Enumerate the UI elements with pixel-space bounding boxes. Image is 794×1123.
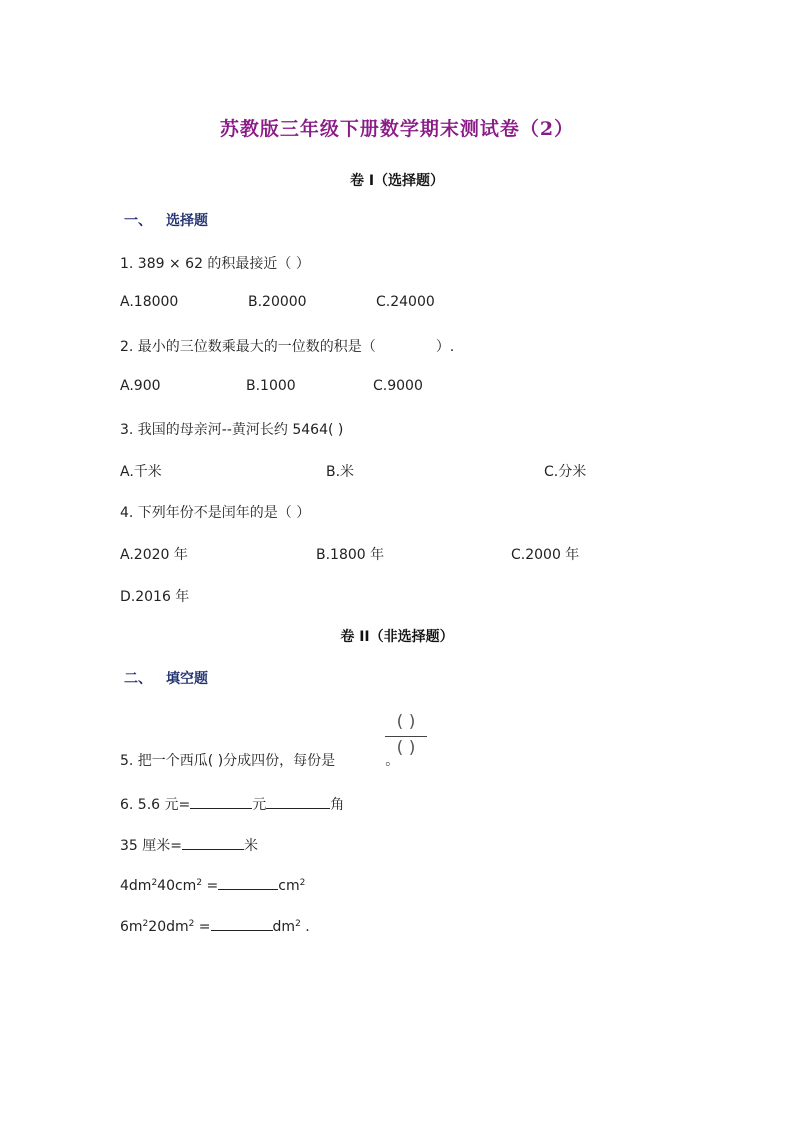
q6-line3-sup1: 2	[151, 878, 158, 888]
question-4-text: 4. 下列年份不是闰年的是（ ）	[120, 505, 311, 521]
question-4-option-c[interactable]: C.2000 年	[511, 547, 580, 563]
q6-line3-cm: 40cm	[157, 878, 197, 894]
question-2-option-b[interactable]: B.1000	[246, 378, 296, 394]
question-5-text	[120, 750, 399, 770]
question-6-line-4	[120, 918, 310, 935]
question-6-line-2	[120, 835, 258, 855]
q6-line4-sup2: 2	[188, 919, 195, 929]
q6-line4-sup1: 2	[142, 919, 149, 929]
q6-line2-prefix: 35 厘米=	[120, 838, 182, 854]
q6-dm2-blank[interactable]	[211, 918, 273, 931]
q6-line3-sup3: 2	[299, 878, 306, 888]
q6-cm2-blank[interactable]	[218, 877, 278, 890]
fraction-numerator[interactable]: ( )	[396, 712, 416, 732]
question-1-text: 1. 389 × 62 的积最接近（ ）	[120, 256, 310, 272]
q6-line3-sup2: 2	[196, 878, 203, 888]
question-4-option-a[interactable]: A.2020 年	[120, 547, 188, 563]
question-1-option-c[interactable]: C.24000	[376, 294, 435, 310]
q6-line1-prefix: 6. 5.6 元=	[120, 797, 191, 813]
q6-jiao-unit: 角	[330, 797, 345, 813]
question-2-option-a[interactable]: A.900	[120, 378, 161, 394]
section-two-label: 填空题	[166, 671, 208, 687]
section-one-number: 一、	[124, 213, 152, 229]
q6-line3-unit: cm	[278, 878, 300, 894]
q6-meter-blank[interactable]	[182, 837, 244, 850]
q6-line4-unit: dm	[272, 919, 296, 935]
question-3-text: 3. 我国的母亲河--黄河长约 5464( )	[120, 422, 344, 438]
fraction-bar	[385, 736, 427, 737]
part-one-heading: 卷 I（选择题）	[349, 173, 445, 189]
q6-line3-eq: =	[202, 878, 219, 894]
q6-line4-sup3: 2	[295, 919, 301, 929]
question-1-option-a[interactable]: A.18000	[120, 294, 179, 310]
question-5-text-start: 5. 把一个西瓜( )分成四份，每份是	[120, 753, 336, 769]
question-3-option-a[interactable]: A.千米	[120, 464, 162, 480]
q6-line4-eq: =	[194, 919, 211, 935]
question-2-text	[120, 336, 454, 356]
question-3-option-c[interactable]: C.分米	[544, 464, 587, 480]
question-6-line-3	[120, 877, 305, 894]
q6-line4-dm: 20dm	[148, 919, 189, 935]
question-1-option-b[interactable]: B.20000	[248, 294, 307, 310]
section-one-heading	[124, 210, 208, 230]
q6-line3-dm: 4dm	[120, 878, 152, 894]
q6-line4-period: .	[300, 919, 310, 935]
part-two-heading: 卷 II（非选择题）	[340, 629, 454, 645]
question-4-option-b[interactable]: B.1800 年	[316, 547, 385, 563]
question-5-fraction[interactable]	[384, 712, 428, 764]
question-2-option-c[interactable]: C.9000	[373, 378, 423, 394]
question-4-option-d[interactable]: D.2016 年	[120, 589, 190, 605]
q6-line4-m: 6m	[120, 919, 143, 935]
q6-meter-unit: 米	[244, 838, 258, 854]
question-2-text-start: 2. 最小的三位数乘最大的一位数的积是（	[120, 339, 376, 355]
question-6-line-1	[120, 794, 344, 814]
q6-yuan-blank[interactable]	[190, 796, 252, 809]
q6-jiao-blank[interactable]	[266, 796, 330, 809]
section-two-heading	[124, 668, 208, 688]
question-5-text-end: 。	[385, 753, 400, 769]
q6-yuan-unit: 元	[252, 797, 267, 813]
section-one-label: 选择题	[166, 213, 208, 229]
question-3-option-b[interactable]: B.米	[326, 464, 355, 480]
fraction-denominator[interactable]: ( )	[396, 738, 416, 758]
section-two-number: 二、	[124, 671, 152, 687]
question-2-text-end: ）.	[435, 339, 455, 355]
page-title: 苏教版三年级下册数学期末测试卷（2）	[219, 118, 575, 140]
